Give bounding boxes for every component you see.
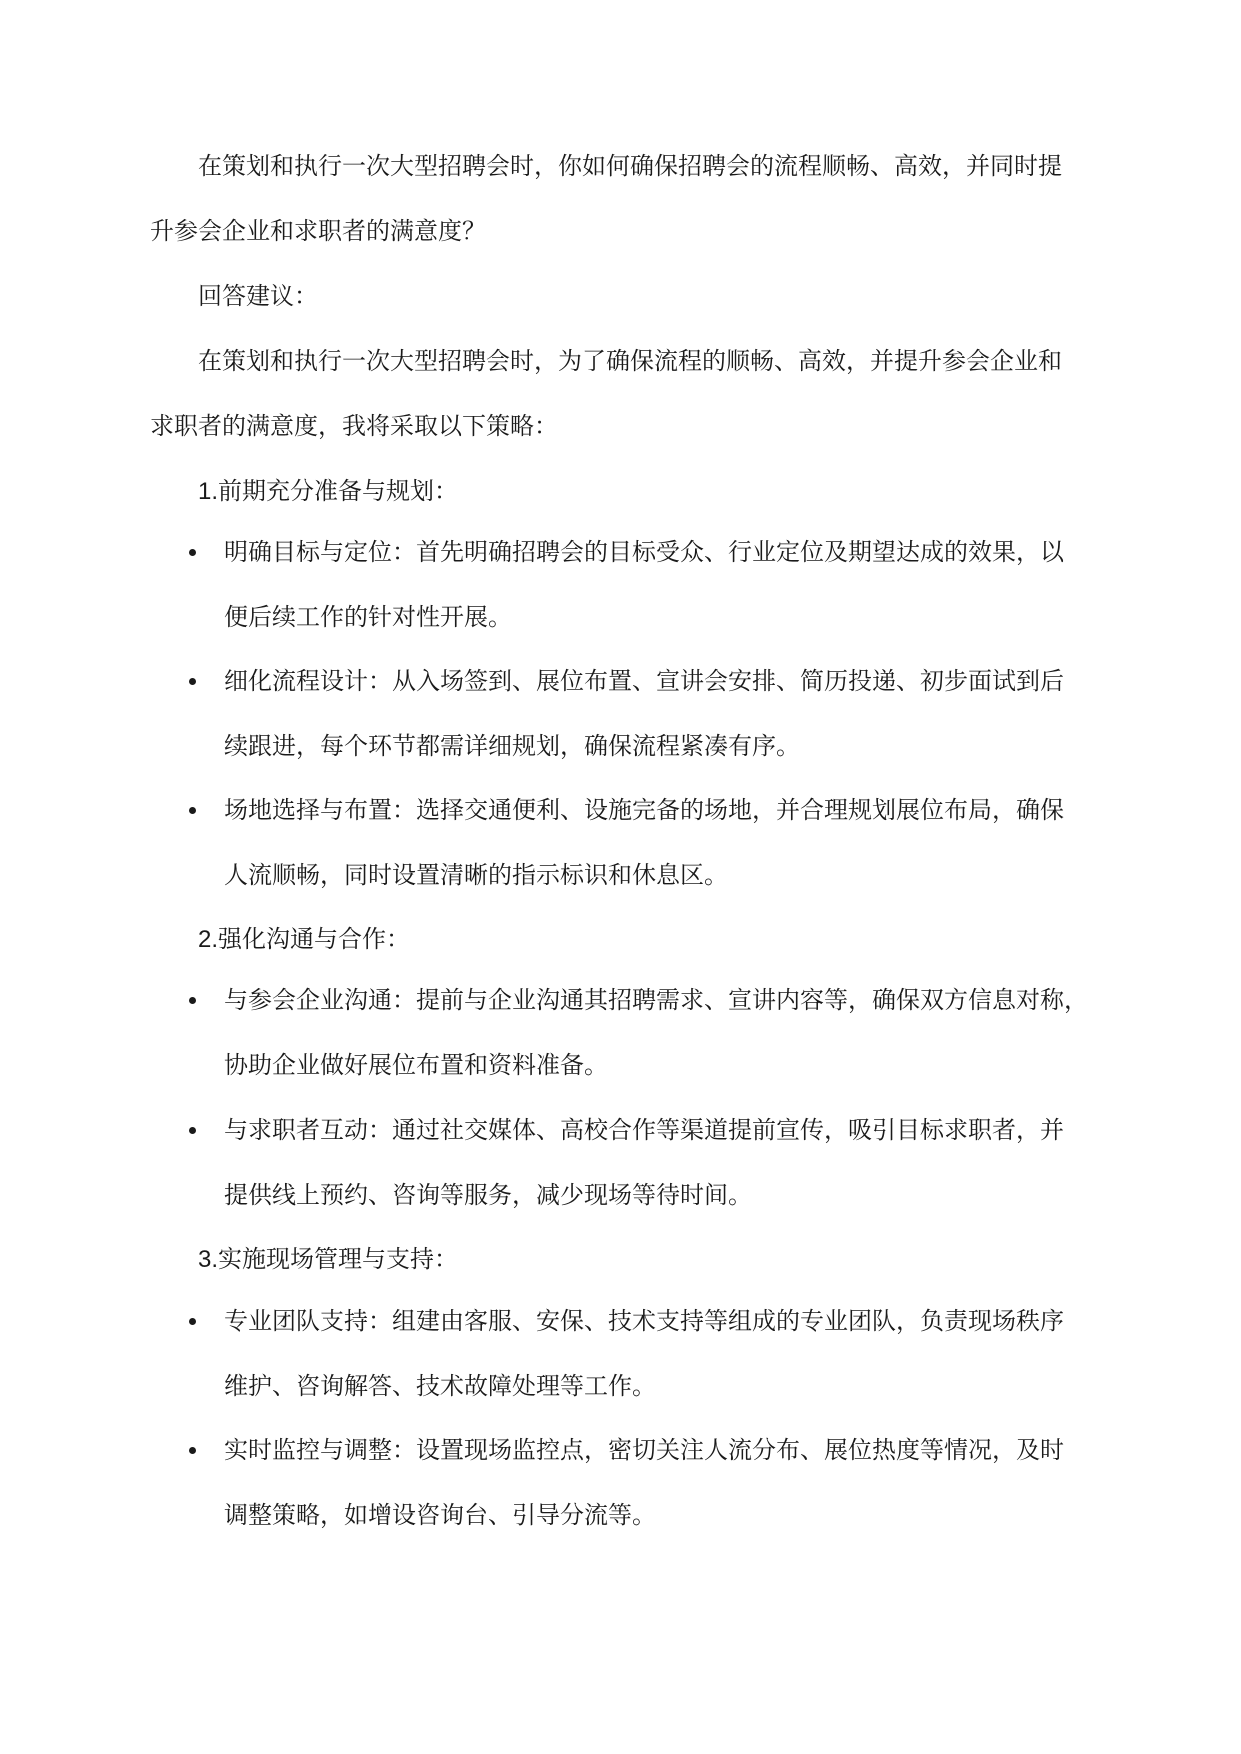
- section-3-heading: [198, 1244, 458, 1274]
- s2-b1-line-1: 与参会企业沟通：提前与企业沟通其招聘需求、宣讲内容等，确保双方信息对称，: [224, 986, 1088, 1014]
- s3-b2-line-2: 调整策略，如增设咨询台、引导分流等。: [224, 1501, 656, 1529]
- section-2-heading: [198, 924, 410, 954]
- s1-b3-line-2: 人流顺畅，同时设置清晰的指示标识和休息区。: [224, 861, 728, 889]
- question-line-1: 在策划和执行一次大型招聘会时，你如何确保招聘会的流程顺畅、高效，并同时提: [198, 152, 1062, 180]
- section-2-title: 强化沟通与合作：: [218, 925, 411, 953]
- s2-b2-line-2: 提供线上预约、咨询等服务，减少现场等待时间。: [224, 1181, 752, 1209]
- section-3-title: 实施现场管理与支持：: [218, 1245, 459, 1273]
- bullet-dot-icon: [189, 678, 196, 685]
- section-1-number: 1.: [198, 478, 219, 505]
- bullet-dot-icon: [189, 997, 196, 1004]
- s3-b1-line-2: 维护、咨询解答、技术故障处理等工作。: [224, 1372, 656, 1400]
- question-line-2: 升参会企业和求职者的满意度？: [150, 217, 486, 245]
- bullet-dot-icon: [189, 1127, 196, 1134]
- s1-b3-line-1: 场地选择与布置：选择交通便利、设施完备的场地，并合理规划展位布局，确保: [224, 796, 1064, 824]
- bullet-dot-icon: [189, 1447, 196, 1454]
- s3-b1-line-1: 专业团队支持：组建由客服、安保、技术支持等组成的专业团队，负责现场秩序: [224, 1307, 1064, 1335]
- bullet-dot-icon: [189, 807, 196, 814]
- section-2-number: 2.: [198, 926, 219, 953]
- section-1-heading: [198, 476, 458, 506]
- s2-b2-line-1: 与求职者互动：通过社交媒体、高校合作等渠道提前宣传，吸引目标求职者，并: [224, 1116, 1064, 1144]
- answer-label: 回答建议：: [198, 282, 318, 310]
- s1-b1-line-2: 便后续工作的针对性开展。: [224, 603, 512, 631]
- section-3-number: 3.: [198, 1246, 219, 1273]
- bullet-dot-icon: [189, 549, 196, 556]
- bullet-dot-icon: [189, 1318, 196, 1325]
- section-1-title: 前期充分准备与规划：: [218, 477, 459, 505]
- s1-b2-line-1: 细化流程设计：从入场签到、展位布置、宣讲会安排、简历投递、初步面试到后: [224, 667, 1064, 695]
- intro-line-2: 求职者的满意度，我将采取以下策略：: [150, 412, 558, 440]
- intro-line-1: 在策划和执行一次大型招聘会时，为了确保流程的顺畅、高效，并提升参会企业和: [198, 347, 1062, 375]
- s1-b1-line-1: 明确目标与定位：首先明确招聘会的目标受众、行业定位及期望达成的效果，以: [224, 538, 1064, 566]
- s1-b2-line-2: 续跟进，每个环节都需详细规划，确保流程紧凑有序。: [224, 732, 800, 760]
- s2-b1-line-2: 协助企业做好展位布置和资料准备。: [224, 1051, 608, 1079]
- s3-b2-line-1: 实时监控与调整：设置现场监控点，密切关注人流分布、展位热度等情况，及时: [224, 1436, 1064, 1464]
